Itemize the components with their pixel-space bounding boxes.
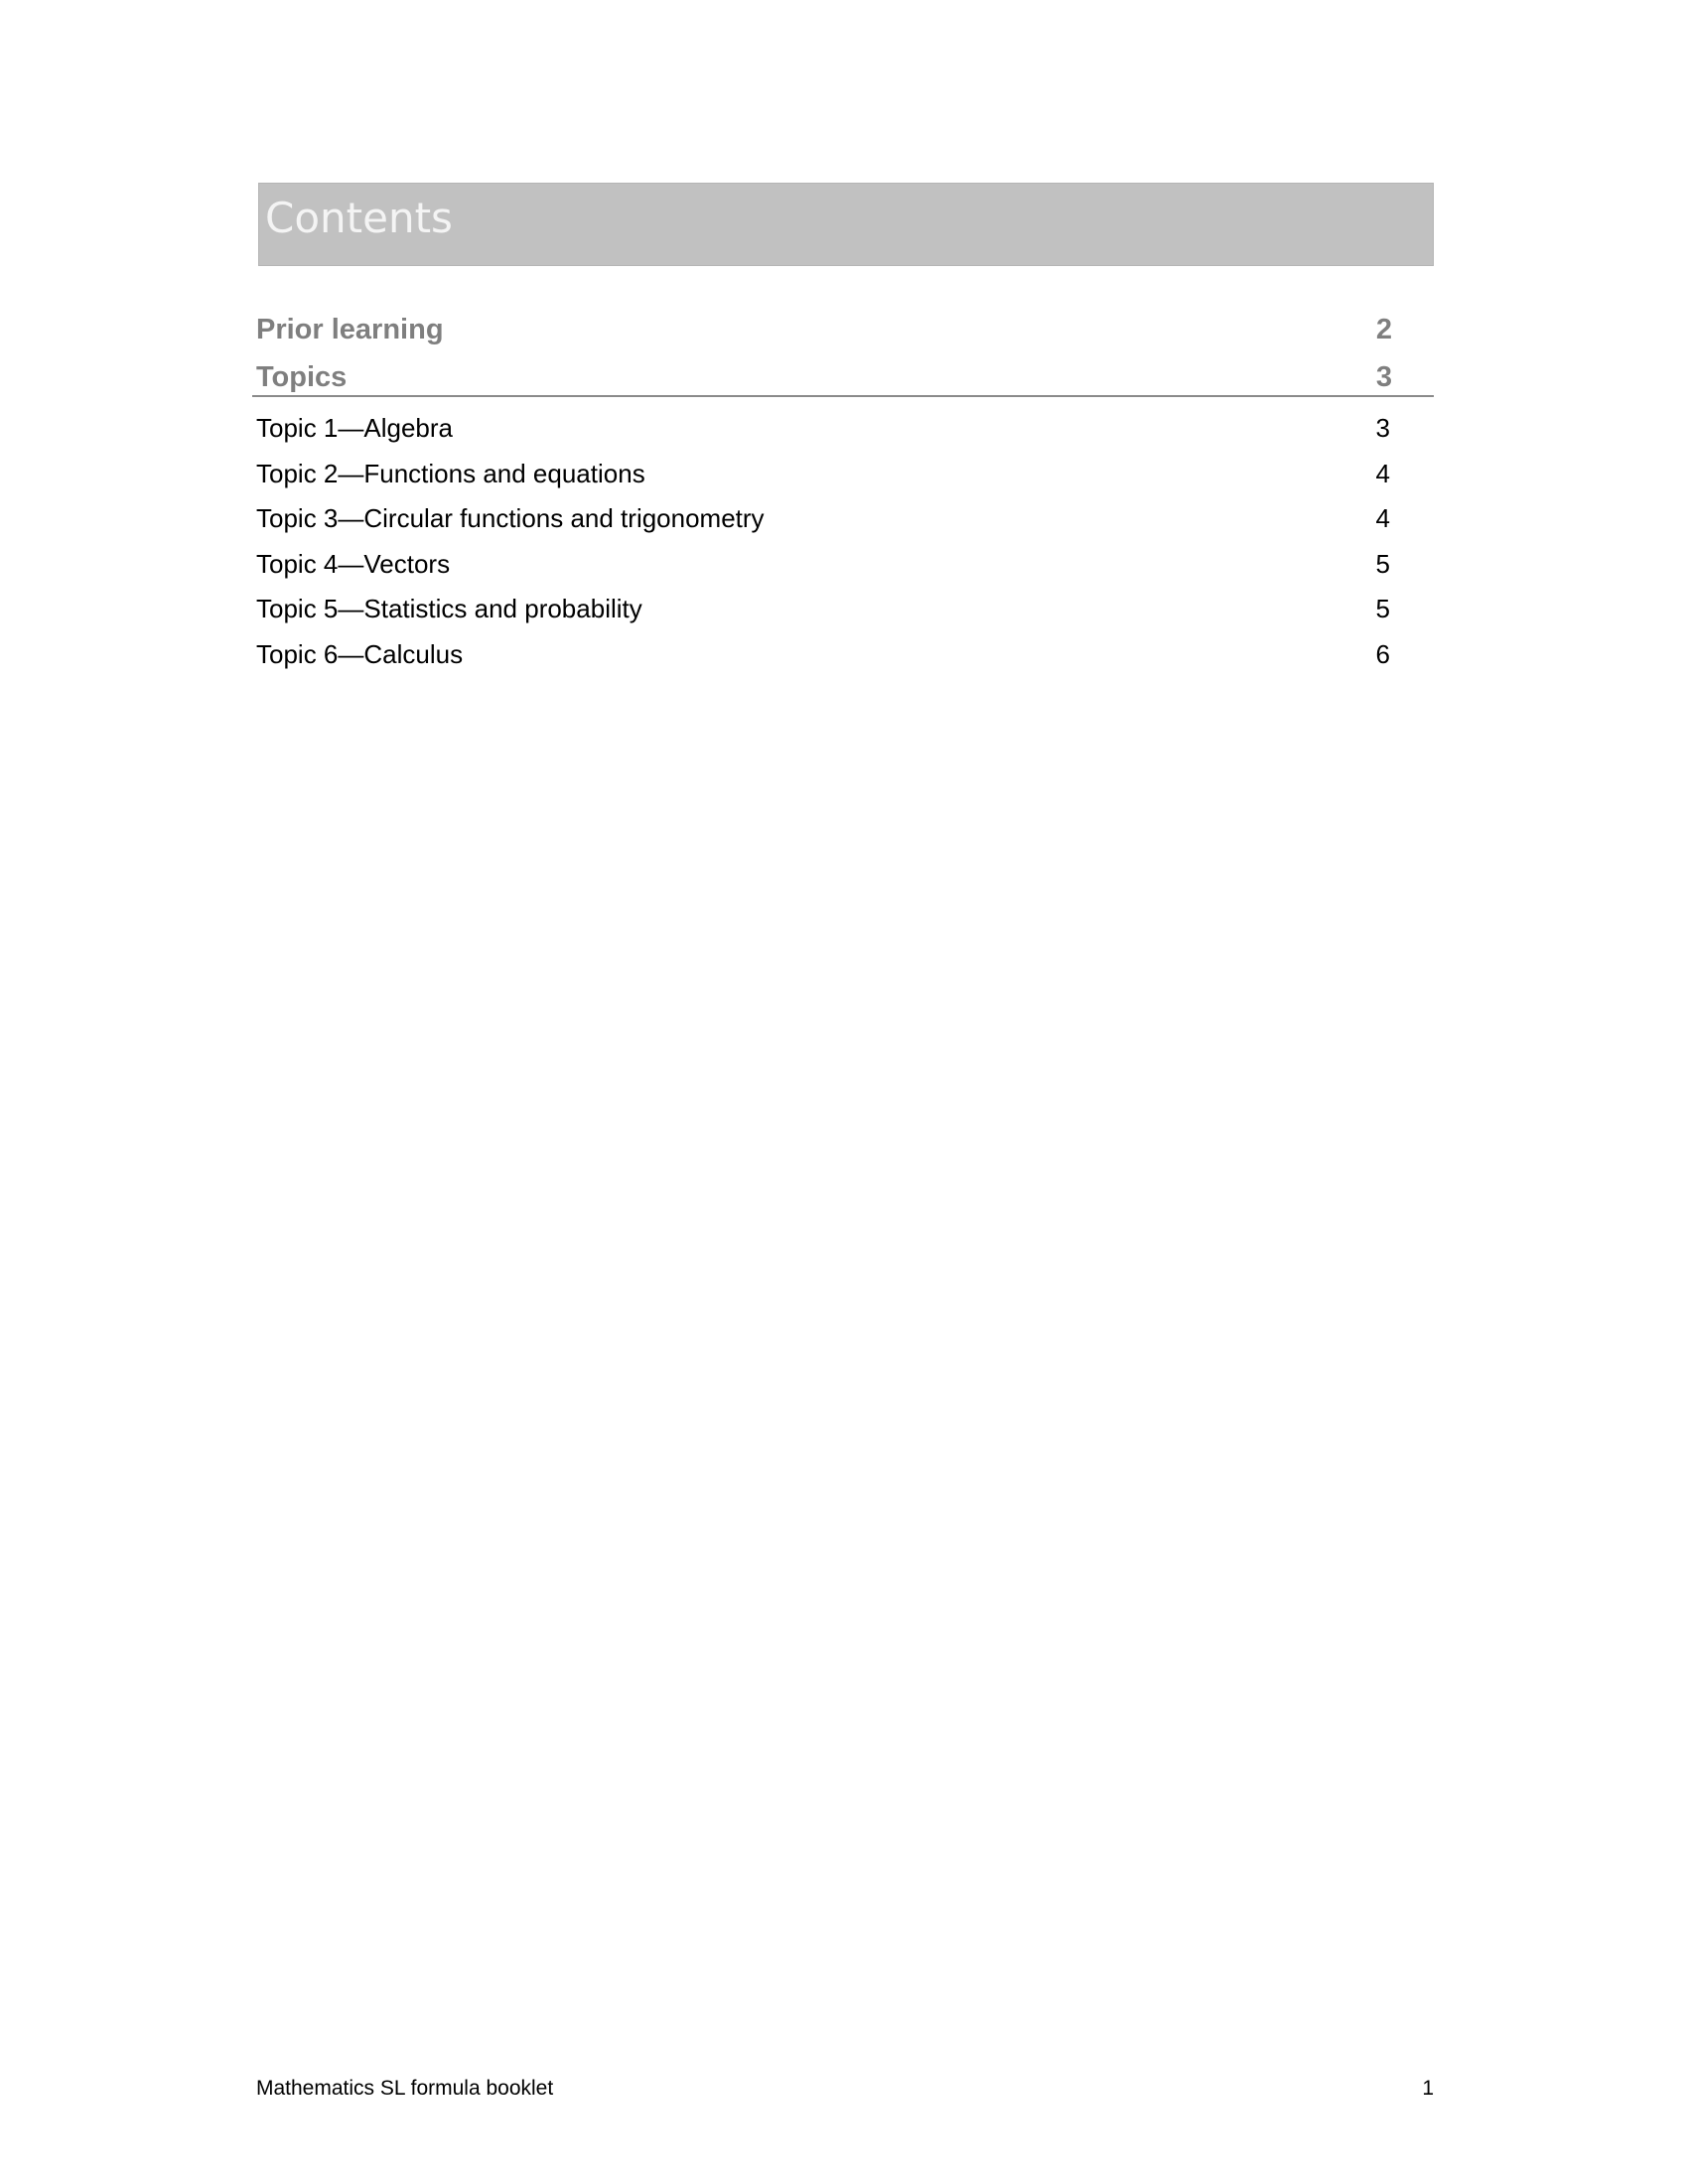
toc-item-topic-4[interactable] bbox=[256, 545, 1390, 591]
topic-list bbox=[256, 409, 1390, 681]
toc-item-title: Topic 4—Vectors bbox=[256, 548, 451, 579]
toc-item-page-number: 5 bbox=[1375, 594, 1390, 624]
toc-item-page-number: 5 bbox=[1375, 548, 1390, 579]
toc-item-title: Topic 6—Calculus bbox=[256, 638, 464, 669]
toc-item-topic-6[interactable] bbox=[256, 635, 1390, 681]
toc-item-title: Topic 3—Circular functions and trigonometry bbox=[256, 503, 765, 534]
toc-item-title: Topic 5—Statistics and probability bbox=[256, 594, 642, 624]
contents-header-bar bbox=[258, 183, 1434, 266]
footer-page-number: 1 bbox=[1422, 2077, 1434, 2100]
toc-item-topic-5[interactable] bbox=[256, 590, 1390, 635]
section-label: Topics bbox=[256, 361, 348, 393]
section-page-number: 2 bbox=[1375, 314, 1392, 345]
section-divider bbox=[252, 395, 1434, 397]
toc-item-page-number: 4 bbox=[1375, 503, 1390, 534]
toc-item-topic-3[interactable] bbox=[256, 499, 1390, 545]
toc-item-page-number: 3 bbox=[1375, 413, 1390, 443]
toc-section-prior-learning[interactable] bbox=[256, 310, 1392, 349]
toc-item-page-number: 4 bbox=[1375, 458, 1390, 488]
toc-section-topics[interactable] bbox=[256, 357, 1392, 397]
toc-item-title: Topic 1—Algebra bbox=[256, 413, 453, 443]
toc-item-title: Topic 2—Functions and equations bbox=[256, 458, 645, 488]
section-label: Prior learning bbox=[256, 314, 444, 345]
section-page-number: 3 bbox=[1375, 361, 1392, 393]
toc-item-topic-2[interactable] bbox=[256, 455, 1390, 500]
toc-item-page-number: 6 bbox=[1375, 638, 1390, 669]
toc-item-topic-1[interactable] bbox=[256, 409, 1390, 455]
footer-document-title: Mathematics SL formula booklet bbox=[256, 2077, 554, 2100]
page-title: Contents bbox=[265, 194, 453, 242]
